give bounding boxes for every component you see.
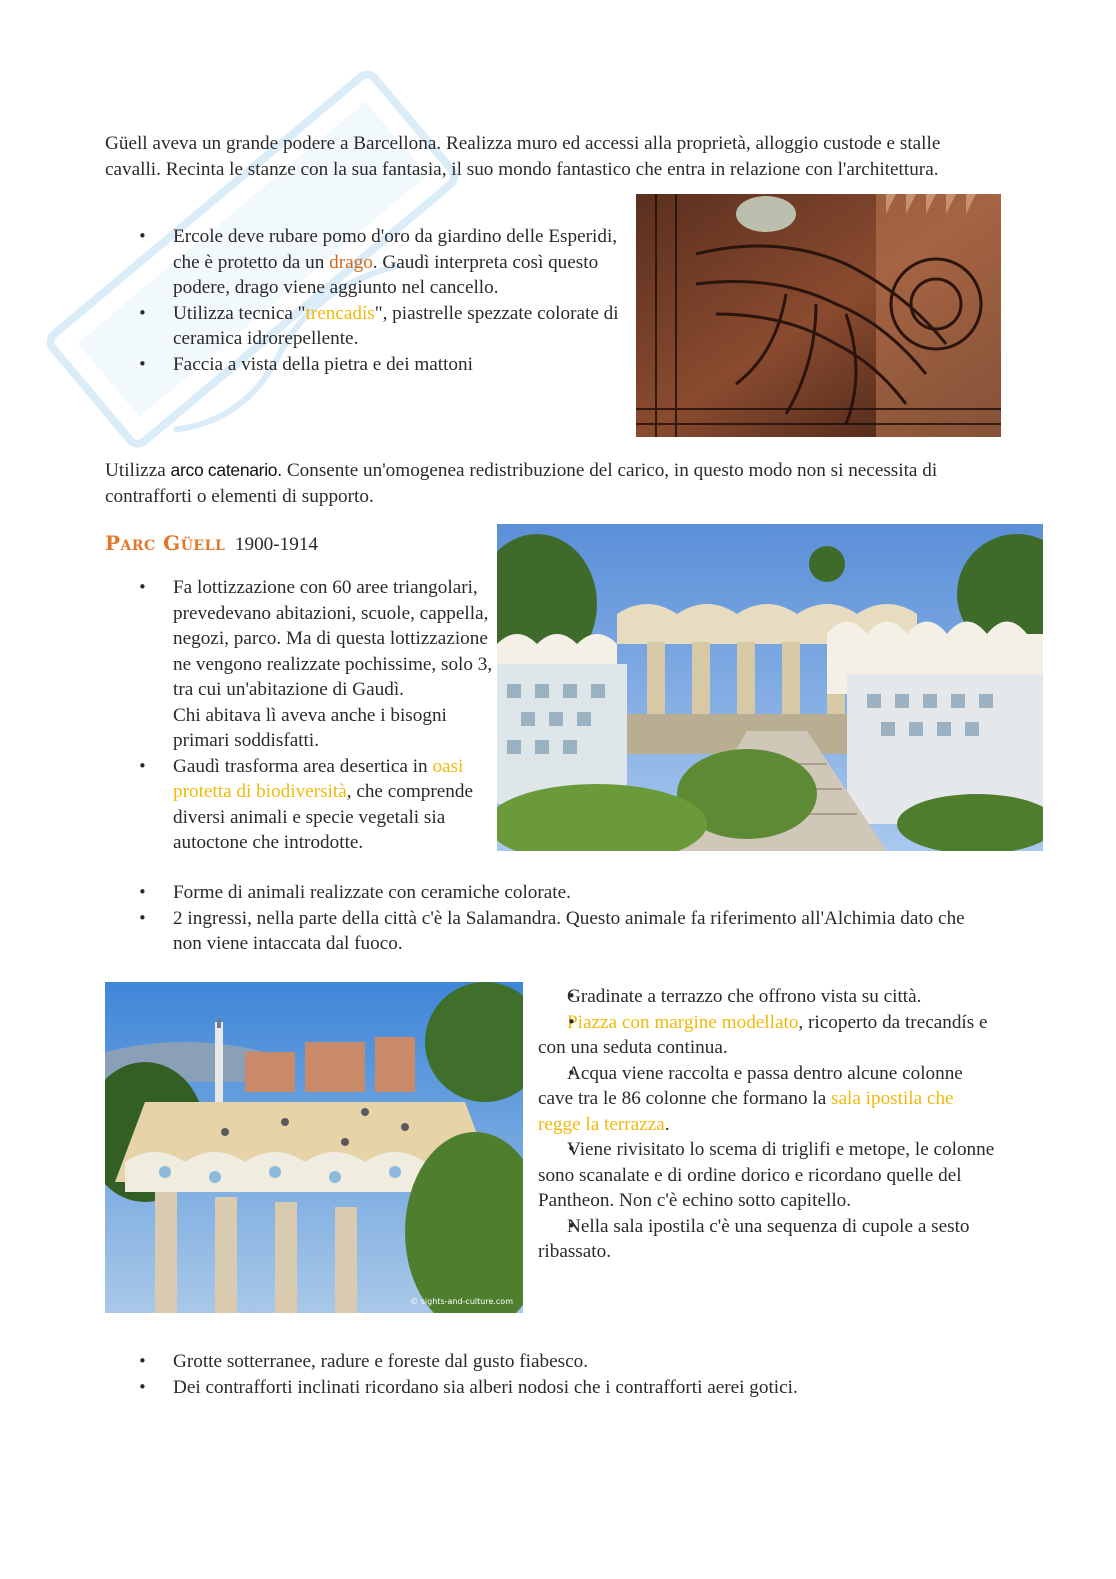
- list-item: • Grotte sotterranee, radure e foreste dal gusto fiabesco.: [105, 1349, 985, 1375]
- highlight-oasi: oasi protetta di biodiversità: [173, 755, 464, 802]
- highlight-sala-ipostila: sala ipostila che regge la terrazza: [538, 1088, 954, 1135]
- highlight-trencadis: trencadís: [305, 302, 375, 324]
- list-item: • Ercole deve rubare pomo d'oro da giardino delle Esperidi, che è protetto da un drago. Gaudì interpreta così questo podere, drago viene aggiunto nel cancello.: [105, 224, 620, 301]
- intro-paragraph: Güell aveva un grande podere a Barcellona. Realizza muro ed accessi alla proprietà, alloggio custode e stalle cavalli. Recinta le stanze con la sua fantasia, il suo mondo fantastico che entra in relazione con l'architettura.: [105, 133, 941, 180]
- list-item: • Viene rivisitato lo scema di triglifi e metope, le colonne sono scanalate e di ordine dorico e ricordano quelle del Pantheon. Non c'è echino sotto capitello.: [538, 1137, 1000, 1214]
- parc-wide-bullet-list: [105, 880, 985, 957]
- terrace-bullet-list: [538, 984, 1000, 1265]
- list-item: • 2 ingressi, nella parte della città c'è la Salamandra. Questo animale fa riferimento all'Alchimia dato che non viene intaccata dal fuoco.: [105, 906, 985, 957]
- parc-bullet-list: [105, 575, 497, 856]
- final-bullet-list: [105, 1349, 985, 1400]
- list-item: • Forme di animali realizzate con ceramiche colorate.: [105, 880, 985, 906]
- list-item: • Utilizza tecnica "trencadís", piastrelle spezzate colorate di ceramica idrorepellente.: [105, 301, 620, 352]
- parc-entrance-photo: [497, 524, 1043, 851]
- dragon-gate-photo: [636, 194, 1001, 437]
- list-item: • Nella sala ipostila c'è una sequenza di cupole a sesto ribassato.: [538, 1214, 1000, 1265]
- list-item: • Acqua viene raccolta e passa dentro alcune colonne cave tra le 86 colonne che formano la sala ipostila che regge la terrazza.: [538, 1061, 1000, 1138]
- terrace-photo: [105, 982, 523, 1313]
- highlight-arco-catenario: arco catenario: [170, 460, 278, 480]
- highlight-piazza: Piazza con margine modellato: [567, 1011, 799, 1033]
- list-item: • Piazza con margine modellato, ricoperto da trecandís e con una seduta continua.: [538, 1010, 1000, 1061]
- gate-bullet-list: [105, 224, 620, 377]
- list-item: • Fa lottizzazione con 60 aree triangolari, prevedevano abitazioni, scuole, cappella, negozi, parco. Ma di questa lottizzazione ne vengono realizzate pochissime, solo 3, tra cui un'abitazione di Gaudì. Chi abitava lì aveva anche i bisogni primari soddisfatti.: [105, 575, 497, 754]
- list-item: • Gradinate a terrazzo che offrono vista su città.: [538, 984, 1000, 1010]
- section-heading: [105, 531, 318, 558]
- section-title: Parc Güell: [105, 531, 226, 555]
- photo-credit: © sights-and-culture.com: [410, 1297, 513, 1306]
- list-item: • Dei contrafforti inclinati ricordano sia alberi nodosi che i contrafforti aerei gotici.: [105, 1375, 985, 1401]
- list-item: • Faccia a vista della pietra e dei mattoni: [105, 352, 620, 378]
- section-years: 1900-1914: [234, 534, 319, 555]
- list-item: • Gaudì trasforma area desertica in oasi protetta di biodiversità, che comprende diversi animali e specie vegetali sia autoctone che introdotte.: [105, 754, 497, 856]
- highlight-drago: drago: [329, 251, 373, 273]
- catenary-paragraph: Utilizza arco catenario. Consente un'omogenea redistribuzione del carico, in questo modo non si necessita di contrafforti o elementi di supporto.: [105, 460, 938, 507]
